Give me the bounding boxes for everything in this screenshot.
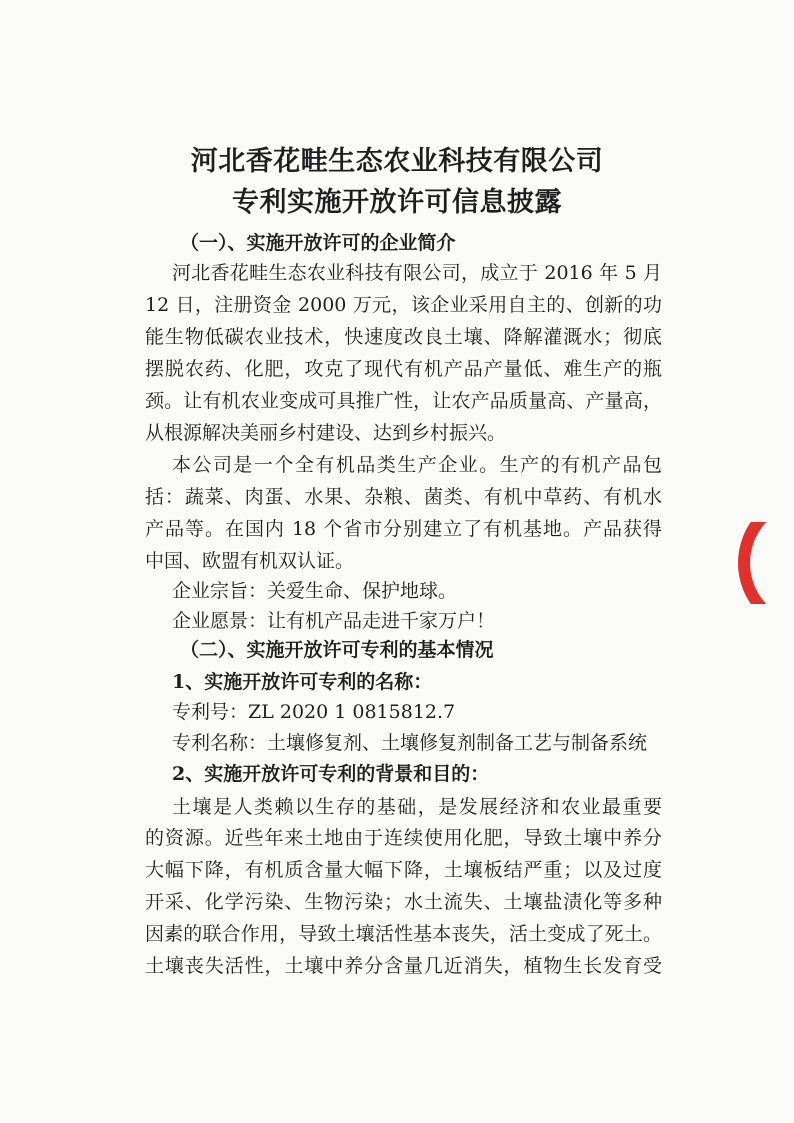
red-seal-edge — [728, 522, 794, 604]
intro-paragraph2-line: 中国、欧盟有机双认证。 — [145, 550, 355, 572]
intro-paragraph1-line: 12 日，注册资金 2000 万元，该企业采用自主的、创新的功 — [145, 294, 662, 316]
document-title-subject: 专利实施开放许可信息披露 — [232, 187, 562, 218]
intro-paragraph2-line: 括：蔬菜、肉蛋、水果、杂粮、菌类、有机中草药、有机水 — [145, 486, 662, 508]
company-mission: 企业宗旨：关爱生命、保护地球。 — [172, 580, 458, 602]
intro-paragraph1-line: 从根源解决美丽乡村建设、达到乡村振兴。 — [145, 422, 507, 444]
background-paragraph-line: 的资源。近些年来土地由于连续使用化肥，导致土壤中养分 — [145, 827, 662, 849]
section2-heading: （二）、实施开放许可专利的基本情况 — [180, 639, 494, 661]
patent-name-heading: 1、实施开放许可专利的名称： — [172, 671, 433, 693]
company-vision: 企业愿景：让有机产品走进千家万户！ — [172, 610, 496, 632]
background-paragraph-line: 因素的联合作用，导致土壤活性基本丧失，活土变成了死土。 — [145, 923, 662, 945]
intro-paragraph1-line: 能生物低碳农业技术，快速度改良土壤、降解灌溉水；彻底 — [145, 326, 662, 348]
background-paragraph-line: 大幅下降，有机质含量大幅下降，土壤板结严重；以及过度 — [145, 859, 662, 881]
intro-paragraph2-line: 产品等。在国内 18 个省市分别建立了有机基地。产品获得 — [145, 518, 662, 540]
intro-paragraph1-line: 颈。让有机农业变成可具推广性，让农产品质量高、产量高， — [145, 390, 662, 412]
document-title-company: 河北香花畦生态农业科技有限公司 — [190, 146, 604, 177]
section1-heading: （一）、实施开放许可的企业简介 — [180, 232, 456, 254]
intro-paragraph2-line: 本公司是一个全有机品类生产企业。生产的有机产品包 — [172, 454, 662, 476]
background-paragraph-line: 开采、化学污染、生物污染；水土流失、土壤盐渍化等多种 — [145, 891, 662, 913]
patent-background-heading: 2、实施开放许可专利的背景和目的： — [172, 763, 490, 785]
background-paragraph-line: 土壤丧失活性，土壤中养分含量几近消失，植物生长发育受 — [145, 955, 662, 977]
intro-paragraph1-line: 河北香花畦生态农业科技有限公司，成立于 2016 年 5 月 — [172, 262, 662, 284]
patent-title: 专利名称：土壤修复剂、土壤修复剂制备工艺与制备系统 — [172, 732, 648, 754]
intro-paragraph1-line: 摆脱农药、化肥，攻克了现代有机产品产量低、难生产的瓶 — [145, 358, 662, 380]
background-paragraph-line: 土壤是人类赖以生存的基础，是发展经济和农业最重要 — [172, 796, 662, 818]
patent-number: 专利号：ZL 2020 1 0815812.7 — [172, 701, 456, 723]
